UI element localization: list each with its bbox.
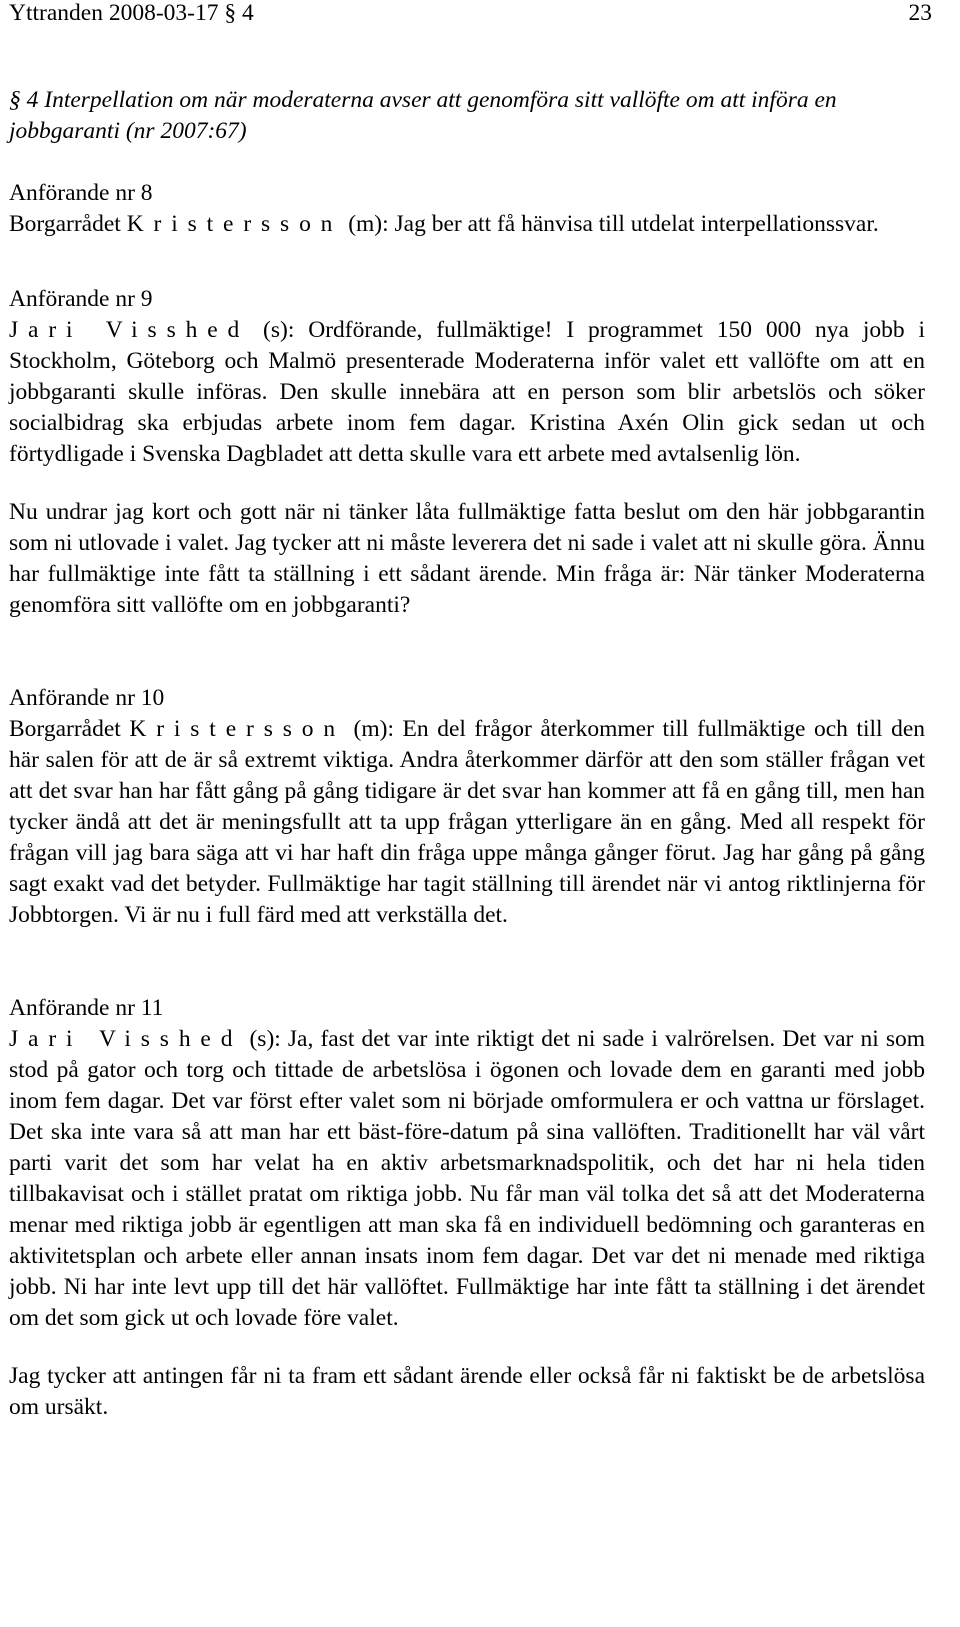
- speech-paragraph: [9, 1024, 925, 1334]
- speech-paragraph: [9, 714, 925, 931]
- speaker-name: Jari Visshed: [9, 317, 250, 343]
- speech-paragraph: [9, 315, 925, 470]
- speech-heading: Anförande nr 10: [9, 685, 165, 711]
- speaker-name: Kristersson: [129, 716, 345, 742]
- speech-text: Ja, fast det var inte riktigt det ni sade i valrörelsen. Det var ni som stod på gator och torg och tittade de arbetslösa i ögonen och lovade dem en garanti med jobb inom fem dagar. Det var först efter valet som ni började omformulera er och vattna ur förslaget. Det ska inte vara så att man har ett bäst-före-datum på sina vallöften. Traditionellt har väl vårt parti varit det som har velat ha en aktiv arbetsmarknadspolitik, och det har ni hela tiden tillbakavisat och i stället pratat om riktiga jobb. Nu får man väl tolka det så att det Moderaterna menar med riktiga jobb är egentligen att man ska få en individuell bedömning och garanteras en aktivitetsplan och arbete eller annan insats inom fem dagar. Det var det ni menade med riktiga jobb. Ni har inte levt upp till det här vallöftet. Fullmäktige har inte fått ta ställning i det ärendet om det som gick ut och lovade före valet.: [9, 1026, 926, 1331]
- speech-heading: Anförande nr 11: [9, 995, 164, 1021]
- speech-8: [9, 178, 925, 240]
- section-title: § 4 Interpellation om när moderaterna avser att genomföra sitt vallöfte om att införa en jobbgaranti (nr 2007:67): [9, 87, 837, 144]
- speech-10: [9, 683, 925, 931]
- document-page: [9, 0, 932, 1423]
- speaker-title: Borgarrådet: [9, 716, 121, 742]
- speaker-name: Jari Visshed: [9, 1026, 243, 1052]
- header-date-section: Yttranden 2008-03-17 § 4: [9, 0, 254, 26]
- page-header: [9, 0, 932, 29]
- speaker-name: Kristersson: [126, 211, 343, 237]
- speech-text: Jag ber att få hänvisa till utdelat interpellationssvar.: [394, 211, 879, 237]
- speaker-party: (m):: [348, 211, 389, 237]
- speech-heading: Anförande nr 9: [9, 286, 153, 312]
- speech-text: En del frågor återkommer till fullmäktige och till den här salen för att de är så extremt viktiga. Andra återkommer därför att den som ställer frågan vet att det svar han har fått gång på gång tidigare är det svar han kommer att få en gång till, men han tycker ändå att det är meningsfullt att ta upp frågan ytterligare än en gång. Med all respekt för frågan vill jag bara säga att vi har haft din fråga uppe många gånger förut. Jag har gång på gång sagt exakt vad det betyder. Fullmäktige har tagit ställning till ärendet när vi antog riktlinjerna för Jobbtorgen. Vi är nu i full färd med att verkställa det.: [9, 716, 926, 928]
- speaker-party: (m):: [353, 716, 394, 742]
- speech-text: Ordförande, fullmäktige! I programmet 150 000 nya jobb i Stockholm, Göteborg och Malmö presenterade Moderaterna inför valet ett vallöfte om att en jobbgaranti skulle införas. Den skulle innebära att en person som blir arbetslös och söker socialbidrag ska erbjudas arbete inom fem dagar. Kristina Axén Olin gick sedan ut och förtydligade i Svenska Dagbladet att detta skulle vara ett arbete med avtalsenlig lön.: [9, 317, 926, 467]
- speech-heading: Anförande nr 8: [9, 180, 153, 206]
- speech-9: [9, 284, 925, 621]
- page-number: 23: [908, 0, 932, 26]
- speech-paragraph: Jag tycker att antingen får ni ta fram ett sådant ärende eller också får ni faktiskt be de arbetslösa om ursäkt.: [9, 1363, 925, 1420]
- speech-paragraph: [9, 209, 925, 240]
- speaker-title: Borgarrådet: [9, 211, 121, 237]
- speech-11: [9, 993, 925, 1423]
- speech-paragraph: Nu undrar jag kort och gott när ni tänker låta fullmäktige fatta beslut om den här jobbgarantin som ni utlovade i valet. Jag tycker att ni måste leverera det ni sade i valet att ni skulle göra. Ännu har fullmäktige inte fått ta ställning i ett sådant ärende. Min fråga är: När tänker Moderaterna genomföra sitt vallöfte om en jobbgaranti?: [9, 499, 925, 618]
- speaker-party: (s):: [249, 1026, 281, 1052]
- speaker-party: (s):: [263, 317, 295, 343]
